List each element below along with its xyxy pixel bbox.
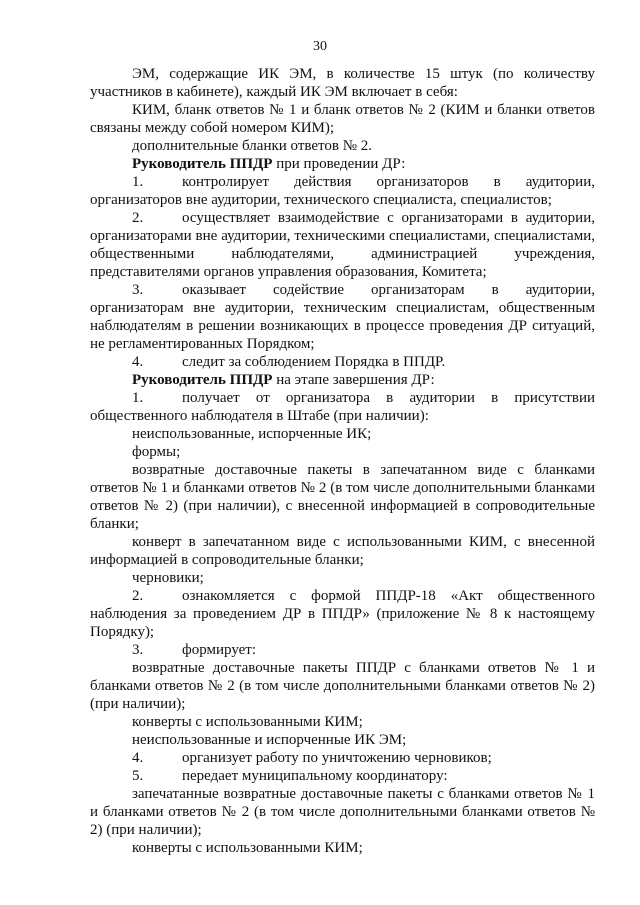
paragraph-text: запечатанные возвратные доставочные пакеты с бланками ответов № 1 и бланками ответов № 2 (в том числе дополнительными бланками ответов № 2) (при наличии);: [90, 786, 595, 838]
list-number: 2.: [132, 588, 144, 604]
paragraph-text: осуществляет взаимодействие с организаторами в аудитории, организаторами вне аудитории, техническими специалистами, специалистами, общественными наблюдателями, администрацией учреждения, представителями органов управления образования, Комитета;: [90, 210, 595, 280]
paragraph-text: на этапе завершения ДР:: [272, 372, 435, 388]
paragraph: [90, 173, 595, 209]
paragraph-text: ЭМ, содержащие ИК ЭМ, в количестве 15 штук (по количеству участников в кабинете), каждый ИК ЭМ включает в себя:: [90, 66, 595, 100]
paragraph: [90, 731, 595, 749]
paragraph-text: получает от организатора в аудитории в присутствии общественного наблюдателя в Штабе (при наличии):: [90, 390, 595, 424]
paragraph: [90, 65, 595, 101]
paragraph-text: неиспользованные и испорченные ИК ЭМ;: [132, 732, 407, 748]
paragraph-text: КИМ, бланк ответов № 1 и бланк ответов № 2 (КИМ и бланки ответов связаны между собой номером КИМ);: [90, 102, 595, 136]
paragraph-text: конверты с использованными КИМ;: [132, 840, 363, 856]
paragraph-text: конверты с использованными КИМ;: [132, 714, 363, 730]
paragraph: [90, 425, 595, 443]
paragraph-text: дополнительные бланки ответов № 2.: [132, 138, 373, 154]
list-number: 4.: [132, 354, 144, 370]
page-number: 30: [313, 39, 327, 54]
paragraph-text: неиспользованные, испорченные ИК;: [132, 426, 372, 442]
paragraph: [90, 137, 595, 155]
list-number: 1.: [132, 174, 144, 190]
bold-heading: Руководитель ППДР: [132, 372, 273, 388]
paragraph: [90, 659, 595, 713]
paragraph: [90, 461, 595, 533]
paragraph: [90, 209, 595, 281]
paragraph: [90, 785, 595, 839]
paragraph-text: оказывает содействие организаторам в аудитории, организаторам вне аудитории, техническим специалистам, общественным наблюдателям в решении возникающих в процессе проведения ДР ситуаций, не регламентированных Порядком;: [90, 282, 595, 352]
paragraph-text: черновики;: [132, 570, 204, 586]
paragraph-text: передает муниципальному координатору:: [182, 768, 448, 784]
paragraph: [90, 587, 595, 641]
paragraph-text: при проведении ДР:: [272, 156, 406, 172]
paragraph-text: контролирует действия организаторов в аудитории, организаторов вне аудитории, технического специалиста, специалистов;: [90, 174, 595, 208]
paragraph-text: формирует:: [182, 642, 256, 658]
paragraph: [90, 569, 595, 587]
paragraph: [90, 389, 595, 425]
list-number: 3.: [132, 642, 144, 658]
list-number: 2.: [132, 210, 144, 226]
paragraph: [90, 281, 595, 353]
paragraph-text: конверт в запечатанном виде с использованными КИМ, с внесенной информацией в сопроводительные бланки;: [90, 534, 595, 568]
paragraph: [90, 101, 595, 137]
paragraph: [90, 353, 595, 371]
list-number: 1.: [132, 390, 144, 406]
paragraph: [90, 155, 595, 173]
paragraph: [90, 443, 595, 461]
paragraph: [90, 371, 595, 389]
paragraph-text: следит за соблюдением Порядка в ППДР.: [182, 354, 446, 370]
bold-heading: Руководитель ППДР: [132, 156, 273, 172]
paragraph: [90, 641, 595, 659]
paragraph-text: возвратные доставочные пакеты ППДР с бланками ответов № 1 и бланками ответов № 2 (в том числе дополнительными бланками ответов № 2) (при наличии);: [90, 660, 595, 712]
paragraph: [90, 713, 595, 731]
paragraph: [90, 533, 595, 569]
paragraph: [90, 749, 595, 767]
list-number: 5.: [132, 768, 144, 784]
document-body: [90, 65, 595, 857]
paragraph-text: формы;: [132, 444, 181, 460]
paragraph-text: ознакомляется с формой ППДР-18 «Акт общественного наблюдения за проведением ДР в ППДР» (приложение № 8 к настоящему Порядку);: [90, 588, 595, 640]
list-number: 3.: [132, 282, 144, 298]
paragraph-text: организует работу по уничтожению черновиков;: [182, 750, 492, 766]
paragraph-text: возвратные доставочные пакеты в запечатанном виде с бланками ответов № 1 и бланками ответов № 2 (в том числе дополнительными бланками ответов № 2) (при наличии), с внесенной информацией в сопроводительные бланки;: [90, 462, 595, 532]
paragraph: [90, 767, 595, 785]
paragraph: [90, 839, 595, 857]
list-number: 4.: [132, 750, 144, 766]
